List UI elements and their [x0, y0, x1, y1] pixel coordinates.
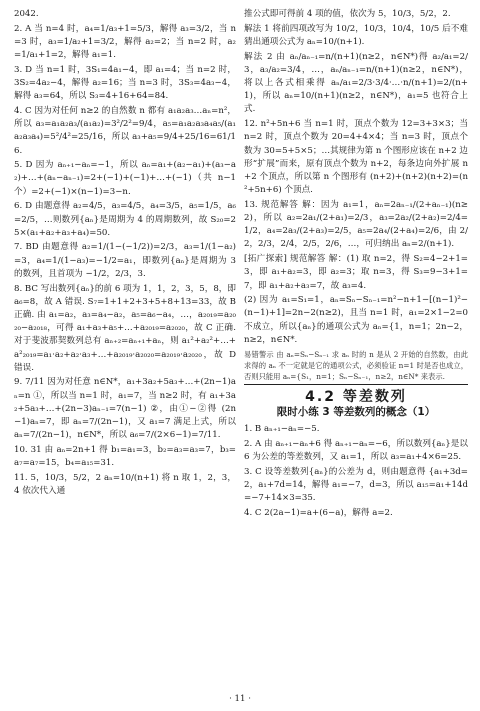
section-title: 4.2 等差数列 — [305, 388, 407, 405]
paragraph: 解法 2 由 aₙ/aₙ₋₁=n/(n+1)(n≥2，n∈N*)得 a₂/a₁=2/3，a₃/a₂=3/4，…，aₙ/aₙ₋₁=n/(n+1)(n≥2，n∈N*)，将以上各式相乘得 aₙ/a₁=2/3·3/4·…·n/(n+1)=2/(n+1)，所以 aₙ=10/(n+1)(n≥2，n∈N*)，a₁=5 也符合上式. — [244, 51, 468, 115]
paragraph: [拓广探索] 规范解答 解：(1) 取 n=2，得 S₂=4−2+1=3，即 a₁+a₂=3，即 a₂=3；取 n=3，得 S₃=9−3+1=7，即 a₁+a₂+a₃=7，故 a₃=4. — [244, 254, 468, 291]
paragraph: 2042. — [14, 9, 39, 19]
paragraph: 7. BD 由题意得 a₂=1/(1−(−1/2))=2/3，a₃=1/(1−a₂)=3，a₄=1/(1−a₃)=−1/2=a₁，即数列{aₙ}是周期为 3 的数列，且首项为 −1/2，2/3，3. — [14, 242, 236, 279]
paragraph: 6. D 由题意得 a₂=4/5，a₃=4/5，a₄=3/5，a₅=1/5，a₆=2/5，…则数列{aₙ}是周期为 4 的周期数列，故 S₂₀=25×(a₁+a₂+a₃+a₄)=50. — [14, 201, 236, 238]
paragraph: 4. C 2(2a−1)=a+(6−a)，解得 a=2. — [244, 507, 393, 518]
paragraph: 推公式即可得前 4 项的值，依次为 5，10/3，5/2，2. — [244, 9, 451, 19]
right-column — [244, 8, 468, 521]
paragraph: 10. 31 由 aₙ=2n+1 得 b₁=a₁=3，b₂=a₃=a₃=7，b₃=a₇=a₇=15，b₄=a₁₅=31. — [14, 445, 236, 469]
divider — [244, 384, 468, 385]
paragraph: 2. A 由 aₙ₊₁−aₙ+6 得 aₙ₊₁−aₙ=−6，所以数列{aₙ}是以 6 为公差的等差数列，又 a₁=1，所以 a₃=a₁+4×6=25. — [244, 438, 468, 462]
paragraph: (2) 因为 a₁=S₁=1，aₙ=Sₙ−Sₙ₋₁=n²−n+1−[(n−1)²−(n−1)+1]=2n−2(n≥2)，且当 n=1 时，a₁=2×1−2=0 不成立，所以{aₙ}的通项公式为 aₙ={1，n=1；2n−2，n≥2，n∈N*. — [244, 295, 468, 345]
paragraph: 4. C 因为对任何 n≥2 的自然数 n 都有 a₁a₂a₃…aₙ=n²，所以 a₃=a₁a₂a₃/(a₁a₂)=3²/2²=9/4，a₅=a₁a₂a₃a₄a₅/(a₁a₂a₃a₄)=5²/4²=25/16，所以 a₃+a₅=9/4+25/16=61/16. — [14, 105, 236, 156]
paragraph: 8. BC 写出数列{aₙ}的前 6 项为 1，1，2，3，5，8，即 a₆=8，故 A 错误. S₇=1+1+2+3+5+8+13=33，故 B 正确. 由 a₁=a₂，a₃=a₄−a₂，a₅=a₆−a₄，…，a₂₀₁₉=a₂₀₂₀−a₂₀₁₈，可得 a₁+a₃+a₅+…+a₂₀₁₉=a₂₀₂₀，故 C 正确. 对于斐波那契数列总有 aₙ₊₂=aₙ₊₁+aₙ，则 a₁²+a₂²+…+a²₂₀₁₉=a₁·a₂+a₂·a₃+…+a₂₀₁₉·a₂₀₂₀=a₂₀₁₉·a₂₀₂₀，故 D 错误. — [14, 283, 236, 373]
left-column — [14, 8, 236, 500]
paragraph: 13. 规范解答 解：因为 a₁=1，aₙ=2aₙ₋₁/(2+aₙ₋₁)(n≥2)，所以 a₂=2a₁/(2+a₁)=2/3，a₃=2a₂/(2+a₂)=2/4=1/2，a₄=2a₃/(2+a₃)=2/5，a₅=2a₄/(2+a₄)=2/6，由 2/2，2/3，2/4，2/5，2/6，…，可归纳出 aₙ=2/(n+1). — [244, 199, 468, 250]
paragraph: 11. 5，10/3，5/2，2 aₙ=10/(n+1) 将 n 取 1，2，3，4 依次代入通 — [14, 472, 236, 497]
page-number: · 11 · — [229, 694, 251, 704]
paragraph: 12. n²+5n+6 当 n=1 时，顶点个数为 12=3+3×3；当 n=2 时，顶点个数为 20=4+4×4；当 n=3 时，顶点个数为 30=5+5×5；…其规律为第 n 个图形应该在 n+2 边形“扩展”而来，原有顶点个数为 n+2，每条边向外扩展 n+2 个顶点，所以第 n 个图形有 (n+2)+(n+2)(n+2)=(n²+5n+6) 个顶点. — [244, 119, 468, 196]
paragraph: 3. D 当 n=1 时，3S₁=4a₁−4，即 a₁=4；当 n=2 时，3S₂=4a₂−4，解得 a₂=16；当 n=3 时，3S₃=4a₃−4，解得 a₃=64，所以 S₃=4+16+64=84. — [14, 64, 236, 102]
paragraph: 1. B aₙ₊₁−aₙ=−5. — [244, 423, 320, 434]
paragraph: 5. D 因为 aₙ₊₁−aₙ=−1，所以 aₙ=a₁+(a₂−a₁)+(a₃−a₂)+…+(aₙ−aₙ₋₁)=2+(−1)+(−1)+…+(−1)（共 n−1 个）=2+(−1)×(n−1)=3−n. — [14, 160, 236, 197]
subsection-title: 限时小练 3 等差数列的概念（1） — [276, 405, 436, 418]
paragraph: 2. A 当 n=4 时，a₄=1/a₃+1=5/3，解得 a₃=3/2，当 n=3 时，a₃=1/a₂+1=3/2，解得 a₂=2；当 n=2 时，a₂=1/a₁+1=2，解得 a₁=1. — [14, 23, 236, 61]
paragraph: 9. 7/11 因为对任意 n∈N*，a₁+3a₂+5a₃+…+(2n−1)aₙ=n ①，所以当 n=1 时，a₁=7，当 n≥2 时，有 a₁+3a₂+5a₃+…+(2n−3)aₙ₋₁=7(n−1) ②，由①−②得 (2n−1)aₙ=7，即 aₙ=7/(2n−1)，又 a₁=7 满足上式，所以 aₙ=7/(2n−1)，n∈N*，所以 a₆=7/(2×6−1)=7/11. — [14, 377, 236, 441]
tip-box: 易错警示 由 aₙ=Sₙ−Sₙ₋₁ 求 aₙ 时的 n 是从 2 开始的自然数，由此求得的 aₙ 不一定就是它的通项公式，必须验证 n=1 时是否也成立，否则只能用 aₙ={S₁，n=1；Sₙ−Sₙ₋₁，n≥2，n∈N* 来表示. — [244, 349, 468, 381]
paragraph: 解法 1 将前四项改写为 10/2，10/3，10/4，10/5 后不难猜出通项公式为 aₙ=10/(n+1). — [244, 23, 468, 47]
paragraph: 3. C 设等差数列{aₙ}的公差为 d，则由题意得 {a₁+3d=2，a₁+7d=14，解得 a₁=−7，d=3，所以 a₁₅=a₁+14d=−7+14×3=35. — [244, 466, 468, 503]
